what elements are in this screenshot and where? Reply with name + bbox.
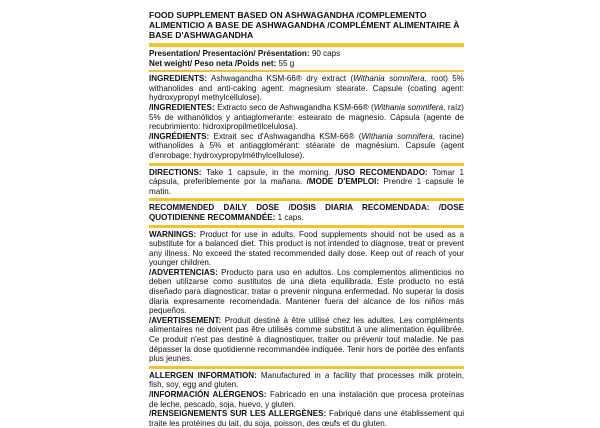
warnings-es: [149, 268, 464, 316]
ingredients-es-latin: Withania somnifera: [373, 102, 444, 112]
directions-es-text: Tomar 1 cápsula, preferiblemente por la mañana.: [149, 167, 464, 187]
presentation-value: 90 caps: [311, 49, 341, 58]
warnings-fr-text: Produit destiné à être utilisé chez les adultes. Les compléments alimentaires ne doivent pas être utilisés comme substitut à une alimentation équilibrée. Ce produit n'est pas destiné à diagnostiquer, traiter ou prévenir tout maladie. Ne pas dépasser la dose quotidienne recommandée indiquée. Tenir hors de portée des enfants plus jeunes.: [149, 315, 464, 364]
ingredients-fr: [149, 132, 464, 161]
directions: [149, 168, 464, 197]
warnings-en: [149, 230, 464, 268]
allergen-fr-label: /RENSEIGNEMENTS SUR LES ALLERGÈNES:: [149, 409, 327, 419]
divider: [149, 225, 464, 228]
allergen-en-label: ALLERGEN INFORMATION:: [149, 370, 257, 380]
daily-dose-value: 1 caps.: [275, 212, 304, 222]
warnings-fr: [149, 316, 464, 364]
warnings-es-text: Producto para uso en adultos. Los complementos alimenticios no deben utilizarse como sustitutos de una dieta equilibrada. Este producto no está diseñado para diagnosticar, tratar o prevenir ninguna enfermedad. No superar la dosis diaria expresamente recomendada. Mantener fuera del alcance de los niños más pequeños.: [149, 267, 464, 316]
ingredients-en-latin: Withania somnifera: [353, 74, 425, 84]
ingredients-fr-text: Extrait sec d'Ashwagandha KSM-66® (: [209, 131, 362, 141]
allergen-es-label: /INFORMACIÓN ALÉRGENOS:: [149, 390, 267, 399]
directions-en-text: Take 1 capsule, in the morning.: [201, 167, 336, 177]
directions-en-label: DIRECTIONS:: [149, 167, 202, 177]
directions-fr-label: /MODE D'EMPLOI:: [306, 177, 380, 187]
allergen-es-text: Fabricado en una instalación que procesa proteínas de leche, pescado, soja, huevo, y gluten.: [149, 390, 464, 409]
ingredients-en-label: INGREDIENTS:: [149, 74, 208, 84]
ingredients-fr-label: /INGRÉDIENTS:: [149, 131, 210, 141]
supplement-label: [143, 0, 469, 428]
directions-fr-text: Prendre 1 capsule le matin.: [149, 177, 464, 196]
allergen-fr-text: Fabriqué dans une établissement qui traite les protéines du lait, du soja, poisson, des œufs et du gluten.: [149, 409, 464, 428]
warnings-es-label: /ADVERTENCIAS:: [149, 267, 218, 277]
divider: [149, 43, 464, 47]
daily-dose: [149, 203, 464, 222]
directions-es-label: /USO RECOMENDADO:: [335, 167, 428, 177]
divider: [149, 198, 464, 201]
daily-dose-label: RECOMMENDED DAILY DOSE /DOSIS DIARIA RECOMENDADA: /DOSE QUOTIDIENNE RECOMMANDÉE:: [149, 203, 464, 222]
ingredients-es-text: Extracto seco de Ashwagandha KSM-66® (: [214, 102, 374, 112]
net-weight-label: Net weight/ Peso neta /Poids net:: [149, 58, 277, 68]
divider: [149, 163, 464, 166]
divider: [149, 70, 464, 72]
warnings-fr-label: /AVERTISSEMENT:: [149, 315, 222, 325]
presentation-row: [149, 49, 464, 59]
warnings-en-text: Product for use in adults. Food supplements should not be used as a substitute for a balanced diet. This product is not intended to diagnose, treat or prevent any illness. No exceed the stated recommended daily dose. Keep out of reach of your younger children.: [149, 229, 464, 268]
allergen-fr: [149, 409, 464, 428]
warnings-en-label: WARNINGS:: [149, 229, 197, 239]
ingredients-en: [149, 74, 464, 103]
ingredients-en-text-end: , root) 5% withanolides and anti-caking agent: magnesium stearate. Capsule (coating agent: hydroxypropyl methylcellulose).: [149, 74, 464, 103]
ingredients-fr-text-end: , racine) withanolides à 5% et antiagglomérant: stéarate de magnésium. Capsule (agent d'enrobage: hydroxypropylméthylcellulose).: [149, 131, 464, 160]
product-title: FOOD SUPPLEMENT BASED ON ASHWAGANDHA /COMPLEMENTO ALIMENTICIO A BASE DE ASHWAGANDHA /COMPLÉMENT ALIMENTAIRE À BASE D'ASHWAGANDHA: [149, 10, 460, 40]
net-weight-row: [149, 59, 464, 69]
presentation-label: Presentation/ Presentación/ Présentation:: [149, 49, 310, 58]
net-weight-value: 55 g: [278, 58, 295, 68]
allergen-en: [149, 371, 464, 390]
ingredients-fr-latin: Withania somnifera: [361, 131, 433, 141]
allergen-en-text: Manufactured in a facility that processes milk protein, fish, soy, egg and gluten.: [149, 370, 464, 390]
ingredients-en-text: Ashwagandha KSM-66® dry extract (: [207, 74, 354, 84]
ingredients-es-text-end: , raíz) 5% de withanólidos y antiaglomerante: estearato de magnesio. Cápsula (agente de recubrimiento: hidroxipropilmetilcelulosa).: [149, 102, 465, 132]
ingredients-es: [149, 103, 464, 132]
ingredients-es-label: /INGREDIENTES:: [149, 102, 215, 112]
divider: [149, 366, 464, 369]
